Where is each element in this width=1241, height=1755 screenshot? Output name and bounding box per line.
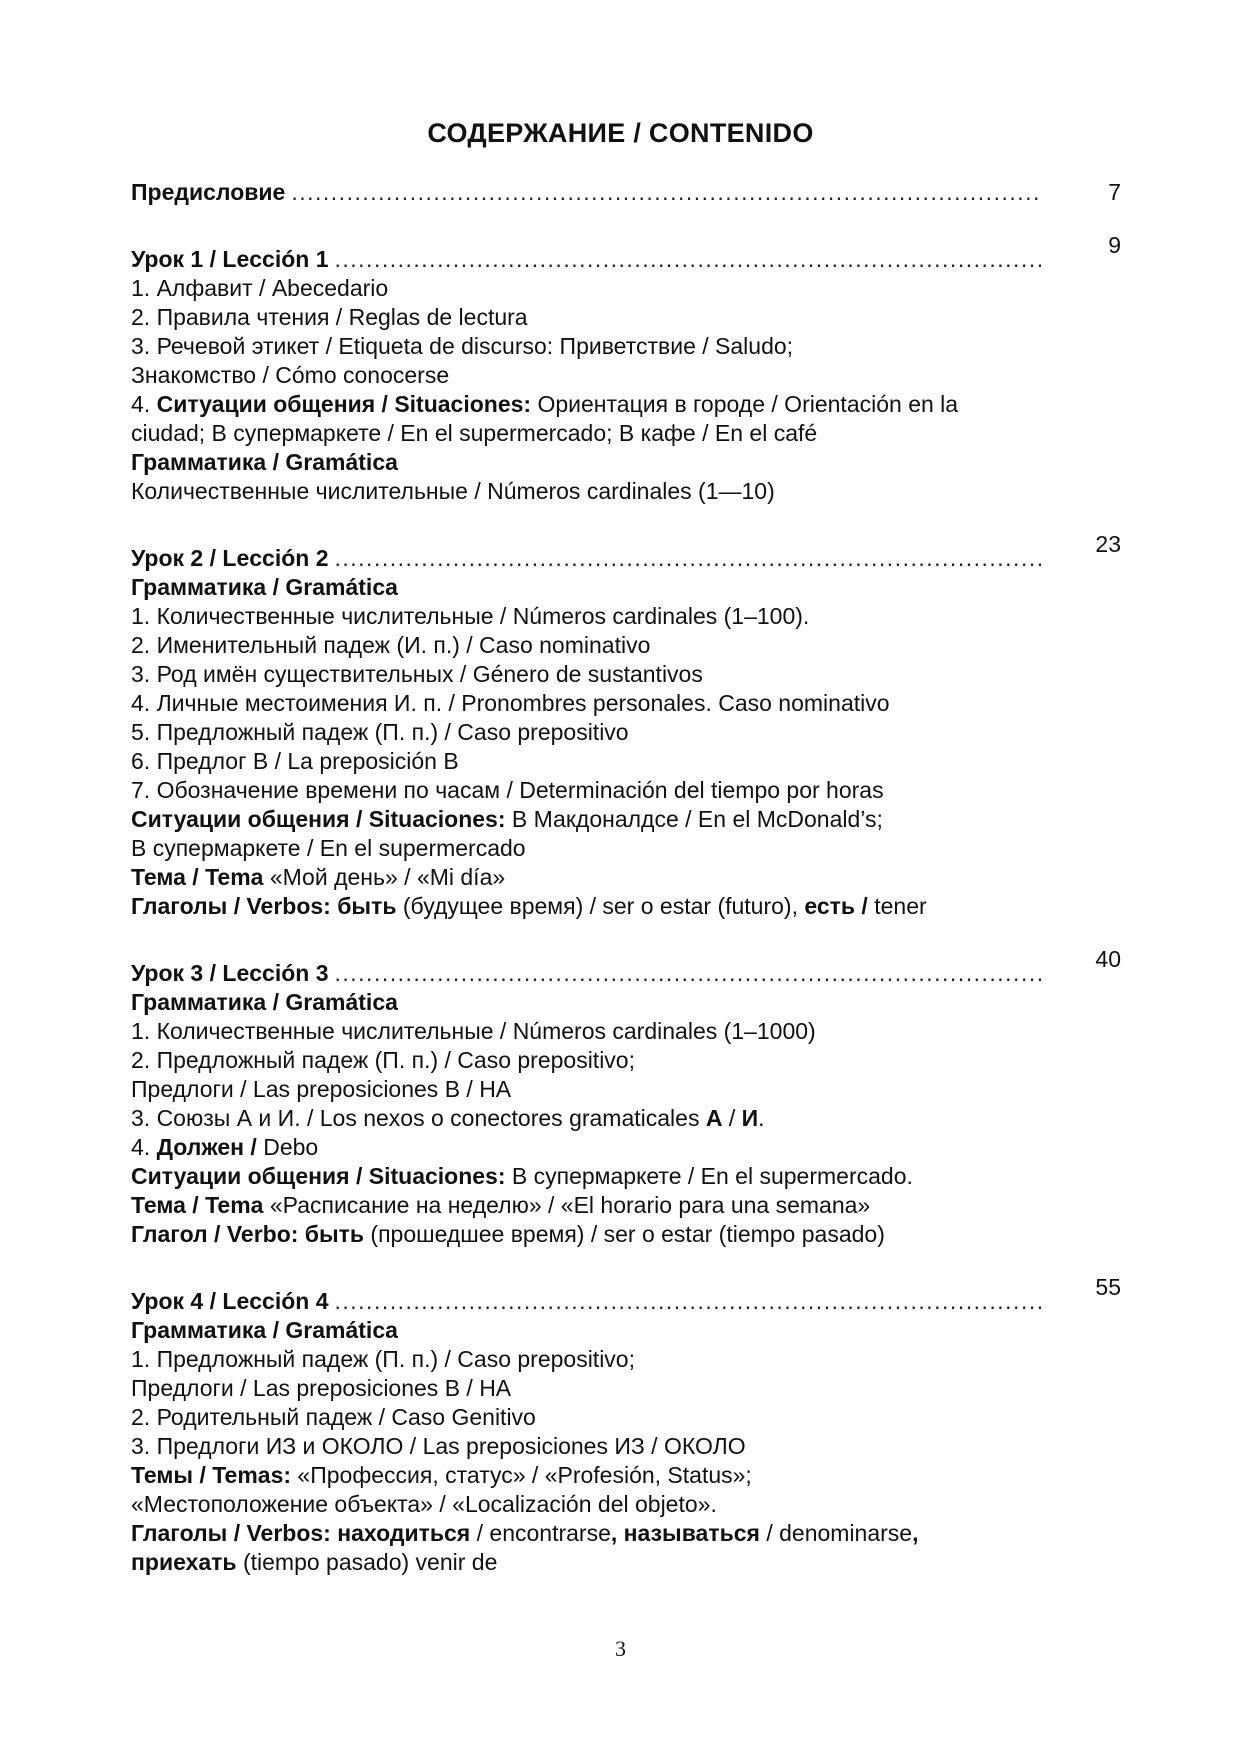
- toc-line: [131, 1046, 1041, 1075]
- toc-line: [131, 332, 1041, 361]
- toc-line: [131, 361, 1041, 390]
- toc-page-number: 7: [1108, 179, 1121, 205]
- text: «Местоположение объекта» / «Localización del objeto».: [131, 1491, 717, 1517]
- text: 3. Союзы А и И. / Los nexos o conectores gramaticales: [131, 1105, 706, 1131]
- dot-leader: [335, 245, 1042, 274]
- text: 2. Родительный падеж / Caso Genitivo: [131, 1404, 536, 1430]
- toc-line: [131, 1220, 1041, 1249]
- text: 1. Количественные числительные / Números cardinales (1–1000): [131, 1018, 816, 1044]
- text: 3. Род имён существительных / Género de sustantivos: [131, 661, 703, 687]
- text: Debo: [256, 1134, 319, 1160]
- text: 2. Предложный падеж (П. п.) / Caso prepositivo;: [131, 1047, 635, 1073]
- toc-entry-title: Предисловие: [131, 179, 286, 205]
- text: 2. Именительный падеж (И. п.) / Caso nominativo: [131, 632, 651, 658]
- toc-page-number: 40: [1095, 946, 1121, 972]
- text: tener: [867, 893, 927, 919]
- text: Количественные числительные / Números cardinales (1—10): [131, 478, 775, 504]
- bold-text: Грамматика / Gramática: [131, 574, 398, 600]
- toc-line: [131, 660, 1041, 689]
- text: .: [758, 1105, 765, 1131]
- toc-line: [131, 988, 1041, 1017]
- toc-entry-lines: [131, 1316, 1121, 1577]
- text: 4.: [131, 391, 157, 417]
- toc-line: [131, 1104, 1041, 1133]
- toc-line: [131, 419, 1041, 448]
- toc-entry-heading: [131, 245, 1041, 274]
- text: В супермаркете / En el supermercado.: [505, 1163, 913, 1189]
- bold-text: Грамматика / Gramática: [131, 989, 398, 1015]
- toc-entry-lesson-3: [131, 946, 1121, 1249]
- text: / encontrarse: [470, 1520, 611, 1546]
- toc-line: [131, 1432, 1041, 1461]
- bold-text: , называться: [610, 1520, 760, 1546]
- text: «Расписание на неделю» / «El horario para una semana»: [263, 1192, 871, 1218]
- toc-line: [131, 863, 1041, 892]
- bold-text: ,: [912, 1520, 919, 1546]
- bold-text: Глагол / Verbo: быть: [131, 1221, 365, 1247]
- dot-leader: [291, 178, 1041, 207]
- text: «Профессия, статус» / «Profesión, Status»;: [291, 1462, 752, 1488]
- bold-text: Ситуации общения / Situaciones:: [131, 806, 506, 832]
- toc-line: [131, 390, 1041, 419]
- toc-line: [131, 1316, 1041, 1345]
- text: ciudad; В супермаркете / En el supermercado; В кафе / En el café: [131, 420, 818, 446]
- toc-line: [131, 573, 1041, 602]
- toc-line: [131, 776, 1041, 805]
- text: Знакомство / Cómo conocerse: [131, 362, 450, 388]
- bold-text: Тема / Tema: [131, 864, 264, 890]
- toc-line: [131, 1162, 1041, 1191]
- text: (будущее время) / ser o estar (futuro),: [396, 893, 805, 919]
- toc-entry-heading: [131, 544, 1041, 573]
- toc-page-number: 55: [1095, 1274, 1121, 1300]
- bold-text: Тема / Tema: [131, 1192, 264, 1218]
- toc-line: [131, 448, 1041, 477]
- toc-entry-heading: [131, 1287, 1041, 1316]
- toc-page-number: 9: [1108, 232, 1121, 258]
- text: 3. Предлоги ИЗ и ОКОЛО / Las preposiciones ИЗ / ОКОЛО: [131, 1433, 746, 1459]
- bold-text: Глаголы / Verbos: находиться: [131, 1520, 471, 1546]
- bold-text: А: [705, 1105, 723, 1131]
- text: В Макдоналдсе / En el McDonald’s;: [505, 806, 883, 832]
- toc-entry-lines: [131, 573, 1121, 921]
- bold-text: Ситуации общения / Situaciones:: [131, 1163, 506, 1189]
- toc-line: [131, 274, 1041, 303]
- toc-line: [131, 834, 1041, 863]
- bold-text: Должен /: [156, 1134, 257, 1160]
- text: (tiempo pasado) venir de: [236, 1549, 498, 1575]
- toc-entry-title: Урок 2 / Lección 2: [131, 545, 329, 571]
- bold-text: приехать: [131, 1549, 237, 1575]
- toc-entry-lesson-1: [131, 232, 1121, 506]
- toc-entry-heading: [131, 959, 1041, 988]
- toc-entry-title: Урок 3 / Lección 3: [131, 960, 329, 986]
- toc-entry-lesson-4: [131, 1274, 1121, 1577]
- dot-leader: [335, 544, 1042, 573]
- text: 1. Количественные числительные / Números cardinales (1–100).: [131, 603, 810, 629]
- bold-text: И: [741, 1105, 759, 1131]
- page-number-footer: 3: [615, 1636, 626, 1661]
- toc-line: [131, 1490, 1041, 1519]
- toc-line: [131, 602, 1041, 631]
- bold-text: Грамматика / Gramática: [131, 1317, 398, 1343]
- toc-line: [131, 892, 1041, 921]
- toc-line: [131, 689, 1041, 718]
- toc-line: [131, 1191, 1041, 1220]
- text: В супермаркете / En el supermercado: [131, 835, 526, 861]
- toc-entry-preface: [131, 178, 1121, 207]
- toc-line: [131, 1548, 1041, 1577]
- dot-leader: [335, 959, 1042, 988]
- toc-line: [131, 1374, 1041, 1403]
- text: 4. Личные местоимения И. п. / Pronombres personales. Caso nominativo: [131, 690, 890, 716]
- toc-line: [131, 477, 1041, 506]
- text: 7. Обозначение времени по часам / Determinación del tiempo por horas: [131, 777, 884, 803]
- text: Ориентация в городе / Orientación en la: [531, 391, 959, 417]
- bold-text: Глаголы / Verbos: быть: [131, 893, 397, 919]
- toc-line: [131, 631, 1041, 660]
- bold-text: Грамматика / Gramática: [131, 449, 398, 475]
- toc-line: [131, 1519, 1041, 1548]
- text: 1. Алфавит / Abecedario: [131, 275, 389, 301]
- text: (прошедшее время) / ser o estar (tiempo pasado): [364, 1221, 885, 1247]
- bold-text: Ситуации общения / Situaciones:: [156, 391, 532, 417]
- text: 3. Речевой этикет / Etiqueta de discurso: Приветствие / Saludo;: [131, 333, 794, 359]
- bold-text: есть /: [804, 893, 868, 919]
- table-of-contents: [131, 178, 1121, 1615]
- text: 5. Предложный падеж (П. п.) / Caso prepositivo: [131, 719, 629, 745]
- page-title: СОДЕРЖАНИЕ / CONTENIDO: [427, 118, 814, 148]
- text: Предлоги / Las preposiciones В / НА: [131, 1076, 512, 1102]
- toc-line: [131, 747, 1041, 776]
- text: 1. Предложный падеж (П. п.) / Caso prepositivo;: [131, 1346, 635, 1372]
- text: /: [722, 1105, 742, 1131]
- toc-line: [131, 1017, 1041, 1046]
- toc-entry-title: Урок 1 / Lección 1: [131, 246, 329, 272]
- text: Предлоги / Las preposiciones В / НА: [131, 1375, 512, 1401]
- bold-text: Темы / Temas:: [131, 1462, 292, 1488]
- text: 6. Предлог В / La preposición В: [131, 748, 459, 774]
- toc-line: [131, 1133, 1041, 1162]
- toc-line: [131, 1461, 1041, 1490]
- toc-entry-lines: [131, 274, 1121, 506]
- toc-entry-heading: [131, 178, 1041, 207]
- dot-leader: [335, 1287, 1042, 1316]
- toc-line: [131, 1403, 1041, 1432]
- toc-line: [131, 805, 1041, 834]
- toc-entry-lines: [131, 988, 1121, 1249]
- toc-line: [131, 303, 1041, 332]
- text: «Мой день» / «Mi día»: [263, 864, 506, 890]
- toc-page-number: 23: [1095, 531, 1121, 557]
- text: / denominarse: [759, 1520, 913, 1546]
- toc-entry-title: Урок 4 / Lección 4: [131, 1288, 329, 1314]
- text: 4.: [131, 1134, 157, 1160]
- text: 2. Правила чтения / Reglas de lectura: [131, 304, 528, 330]
- toc-line: [131, 718, 1041, 747]
- toc-entry-lesson-2: [131, 531, 1121, 921]
- toc-line: [131, 1075, 1041, 1104]
- toc-line: [131, 1345, 1041, 1374]
